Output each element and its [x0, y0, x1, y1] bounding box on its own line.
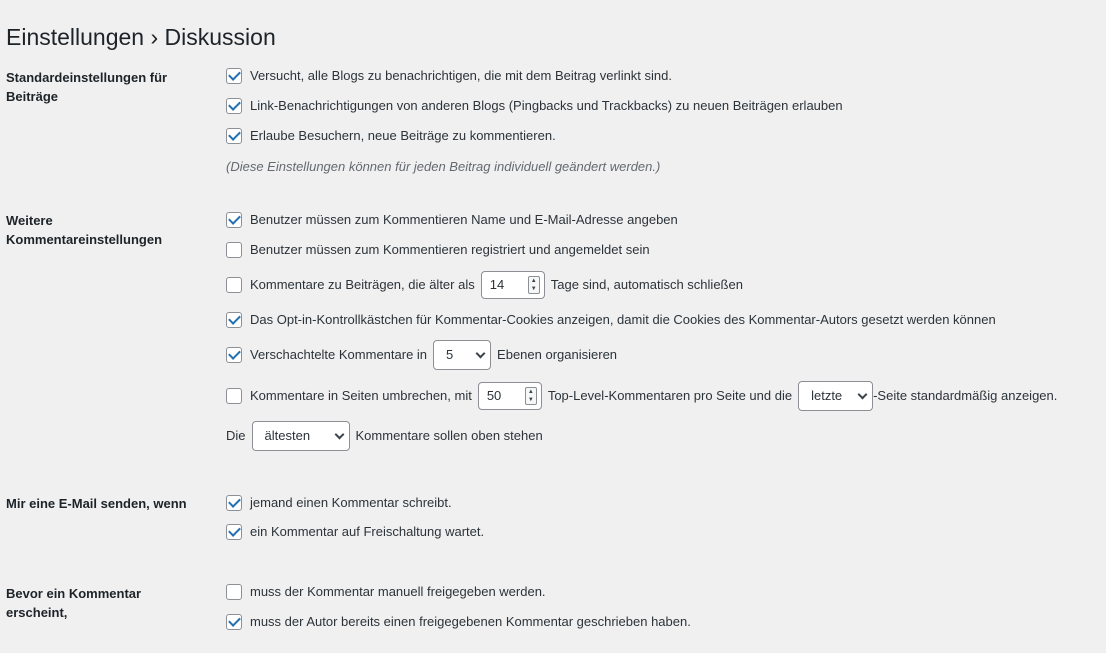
thread-depth-value: 5 [446, 347, 454, 362]
option-comment-order[interactable] [226, 421, 543, 451]
option-label: jemand einen Kommentar schreibt. [250, 495, 452, 510]
option-paged-comments[interactable] [226, 381, 1057, 411]
option-label: Ebenen organisieren [497, 347, 618, 362]
option-label: Top-Level-Kommentaren pro Seite und die [547, 388, 793, 403]
option-cookies-optin[interactable] [226, 311, 996, 329]
section-label-before-appears: Bevor ein Kommentar erscheint, [6, 586, 142, 620]
option-label: muss der Autor bereits einen freigegebenen Kommentar geschrieben haben. [250, 614, 691, 629]
option-require-name-email[interactable] [226, 211, 678, 229]
section-label-other-comment: Weitere Kommentareinstellungen [6, 213, 163, 247]
option-label: Link-Benachrichtigungen von anderen Blogs (Pingbacks und Trackbacks) zu neuen Beiträgen erlauben [250, 98, 843, 113]
checkbox[interactable] [226, 212, 242, 228]
default-page-value: letzte [811, 388, 843, 403]
checkbox[interactable] [226, 128, 242, 144]
checkbox[interactable] [226, 242, 242, 258]
option-label: Benutzer müssen zum Kommentieren Name und E-Mail-Adresse angeben [250, 212, 678, 227]
close-days-input[interactable] [481, 271, 545, 299]
option-label: -Seite standardmäßig anzeigen. [873, 388, 1058, 403]
checkbox[interactable] [226, 584, 242, 600]
option-label: Kommentare in Seiten umbrechen, mit [250, 388, 472, 403]
comment-order-select[interactable] [252, 421, 350, 451]
option-label: Verschachtelte Kommentare in [250, 347, 428, 362]
page-title: Einstellungen › Diskussion [6, 24, 276, 51]
option-label: Erlaube Besuchern, neue Beiträge zu kommentieren. [250, 128, 556, 143]
comments-per-page-input[interactable] [478, 382, 542, 410]
option-label: Benutzer müssen zum Kommentieren registriert und angemeldet sein [250, 242, 650, 257]
option-notify-linked-blogs[interactable] [226, 67, 672, 85]
option-label: Die [226, 428, 246, 443]
checkbox[interactable] [226, 614, 242, 630]
option-label: Tage sind, automatisch schließen [550, 277, 743, 292]
default-post-note: (Diese Einstellungen können für jeden Beitrag individuell geändert werden.) [226, 159, 661, 174]
spinner-icon[interactable]: ▲ ▼ [528, 276, 540, 294]
option-close-comments[interactable] [226, 270, 743, 300]
chevron-down-icon [334, 429, 344, 439]
option-label: Das Opt-in-Kontrollkästchen für Kommentar-Cookies anzeigen, damit die Cookies des Kommentar-Autors gesetzt werden können [250, 312, 996, 327]
thread-depth-select[interactable] [433, 340, 491, 370]
option-email-new-comment[interactable] [226, 494, 452, 512]
chevron-down-icon [858, 389, 868, 399]
chevron-down-icon [476, 348, 486, 358]
spinner-icon[interactable]: ▲ ▼ [525, 387, 537, 405]
option-label: Kommentare zu Beiträgen, die älter als [250, 277, 475, 292]
section-label-email-me: Mir eine E-Mail senden, wenn [6, 496, 187, 511]
option-allow-comments[interactable] [226, 127, 556, 145]
checkbox[interactable] [226, 388, 242, 404]
checkbox[interactable] [226, 277, 242, 293]
option-email-moderation[interactable] [226, 523, 484, 541]
option-manual-approval[interactable] [226, 583, 546, 601]
checkbox[interactable] [226, 68, 242, 84]
option-label: Versucht, alle Blogs zu benachrichtigen, die mit dem Beitrag verlinkt sind. [250, 68, 672, 83]
option-require-registration[interactable] [226, 241, 650, 259]
checkbox[interactable] [226, 524, 242, 540]
section-label-default-post: Standardeinstellungen für Beiträge [6, 70, 168, 104]
option-label: muss der Kommentar manuell freigegeben werden. [250, 584, 546, 599]
checkbox[interactable] [226, 495, 242, 511]
option-threaded-comments[interactable] [226, 340, 617, 370]
option-label: Kommentare sollen oben stehen [355, 428, 543, 443]
option-label: ein Kommentar auf Freischaltung wartet. [250, 524, 485, 539]
option-previously-approved[interactable] [226, 613, 691, 631]
checkbox[interactable] [226, 98, 242, 114]
close-days-value: 14 [489, 277, 505, 292]
comment-order-value: ältesten [264, 428, 311, 443]
default-page-select[interactable] [798, 381, 873, 411]
checkbox[interactable] [226, 312, 242, 328]
comments-per-page-value: 50 [486, 388, 502, 403]
option-allow-pingbacks[interactable] [226, 97, 843, 115]
checkbox[interactable] [226, 347, 242, 363]
